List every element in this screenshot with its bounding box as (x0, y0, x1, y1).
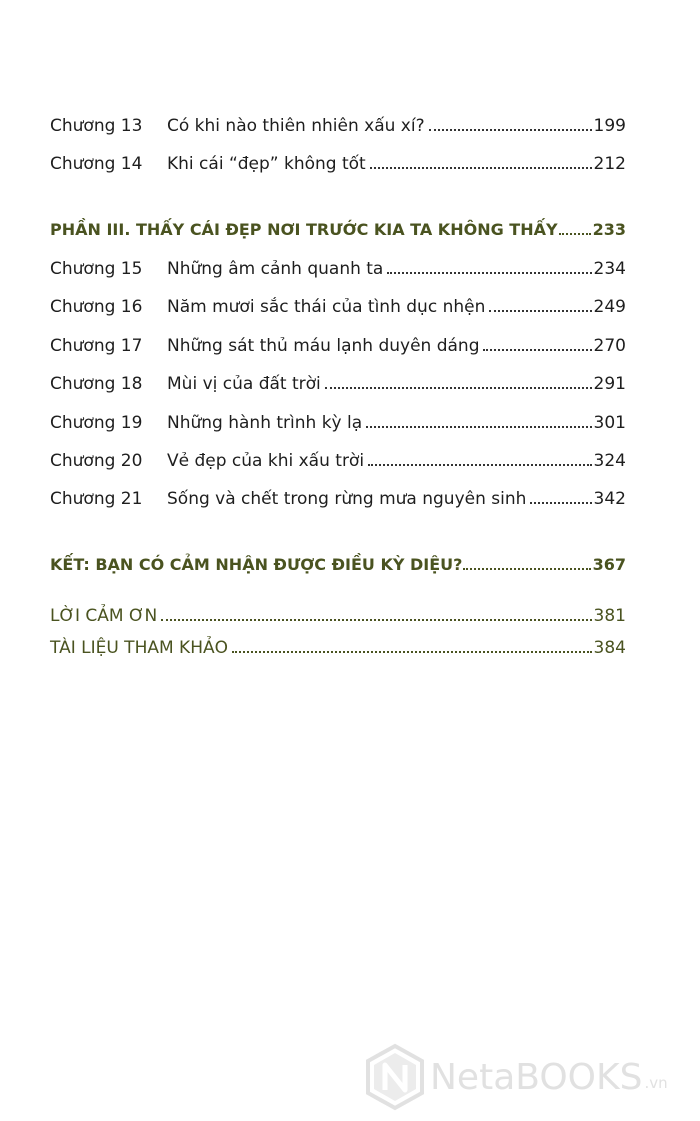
toc-entry-chapter-15[interactable] (50, 253, 626, 279)
page-number: 233 (592, 220, 626, 239)
toc-entry-part-3[interactable] (50, 214, 626, 240)
page-number: 270 (593, 336, 626, 356)
chapter-number: Chương 17 (50, 336, 143, 356)
chapter-number: Chương 18 (50, 374, 143, 394)
page-number: 291 (593, 374, 626, 394)
back-matter-title: TÀI LIỆU THAM KHẢO (50, 638, 228, 658)
dot-leader (489, 310, 591, 312)
page-number: 212 (593, 154, 626, 174)
netabooks-logo-icon (364, 1043, 426, 1111)
dot-leader (366, 426, 591, 428)
toc-entry-chapter-19[interactable] (50, 407, 626, 433)
part-title: PHẦN III. THẤY CÁI ĐẸP NƠI TRƯỚC KIA TA KHÔNG THẤY (50, 220, 558, 239)
chapter-number: Chương 19 (50, 413, 143, 433)
page-number: 384 (593, 638, 626, 658)
toc-entry-chapter-17[interactable] (50, 330, 626, 356)
chapter-title: Mùi vị của đất trời (167, 374, 321, 394)
part-title: KẾT: BẠN CÓ CẢM NHẬN ĐƯỢC ĐIỀU KỲ DIỆU? (50, 555, 463, 574)
dot-leader (161, 619, 591, 621)
dot-leader (483, 349, 591, 351)
watermark-brand: NetaBOOKS (430, 1056, 643, 1098)
page-number: 301 (593, 413, 626, 433)
page-number: 342 (593, 489, 626, 509)
chapter-number: Chương 21 (50, 489, 143, 509)
chapter-number: Chương 16 (50, 297, 143, 317)
chapter-title: Có khi nào thiên nhiên xấu xí? (167, 116, 425, 136)
chapter-title: Những âm cảnh quanh ta (167, 259, 384, 279)
dot-leader (559, 233, 591, 235)
back-matter-title: LỜI CẢM ƠN (50, 606, 158, 626)
page-number: 199 (593, 116, 626, 136)
toc-entry-conclusion[interactable] (50, 549, 626, 575)
chapter-title: Khi cái “đẹp” không tốt (167, 154, 366, 174)
page-number: 234 (593, 259, 626, 279)
dot-leader (387, 272, 591, 274)
chapter-number: Chương 20 (50, 451, 143, 471)
chapter-title: Vẻ đẹp của khi xấu trời (167, 451, 365, 471)
toc-entry-references[interactable] (50, 632, 626, 658)
toc-entry-acknowledgements[interactable] (50, 600, 626, 626)
dot-leader (530, 502, 591, 504)
chapter-title: Những sát thủ máu lạnh duyên dáng (167, 336, 480, 356)
dot-leader (232, 651, 592, 653)
dot-leader (325, 387, 592, 389)
page-number: 249 (593, 297, 626, 317)
dot-leader (370, 167, 592, 169)
toc-entry-chapter-14[interactable] (50, 148, 626, 174)
page-number: 324 (593, 451, 626, 471)
chapter-title: Sống và chết trong rừng mưa nguyên sinh (167, 489, 527, 509)
chapter-number: Chương 14 (50, 154, 143, 174)
dot-leader (429, 129, 592, 131)
dot-leader (368, 464, 591, 466)
netabooks-watermark (364, 1043, 694, 1111)
toc-entry-chapter-16[interactable] (50, 291, 626, 317)
chapter-title: Năm mươi sắc thái của tình dục nhện (167, 297, 486, 317)
watermark-suffix: .vn (644, 1074, 668, 1092)
toc-entry-chapter-13[interactable] (50, 110, 626, 136)
chapter-number: Chương 13 (50, 116, 143, 136)
toc-entry-chapter-20[interactable] (50, 445, 626, 471)
chapter-number: Chương 15 (50, 259, 143, 279)
page-number: 367 (592, 555, 626, 574)
chapter-title: Những hành trình kỳ lạ (167, 413, 363, 433)
toc-entry-chapter-21[interactable] (50, 483, 626, 509)
dot-leader (463, 568, 590, 570)
toc-entry-chapter-18[interactable] (50, 368, 626, 394)
page-number: 381 (593, 606, 626, 626)
